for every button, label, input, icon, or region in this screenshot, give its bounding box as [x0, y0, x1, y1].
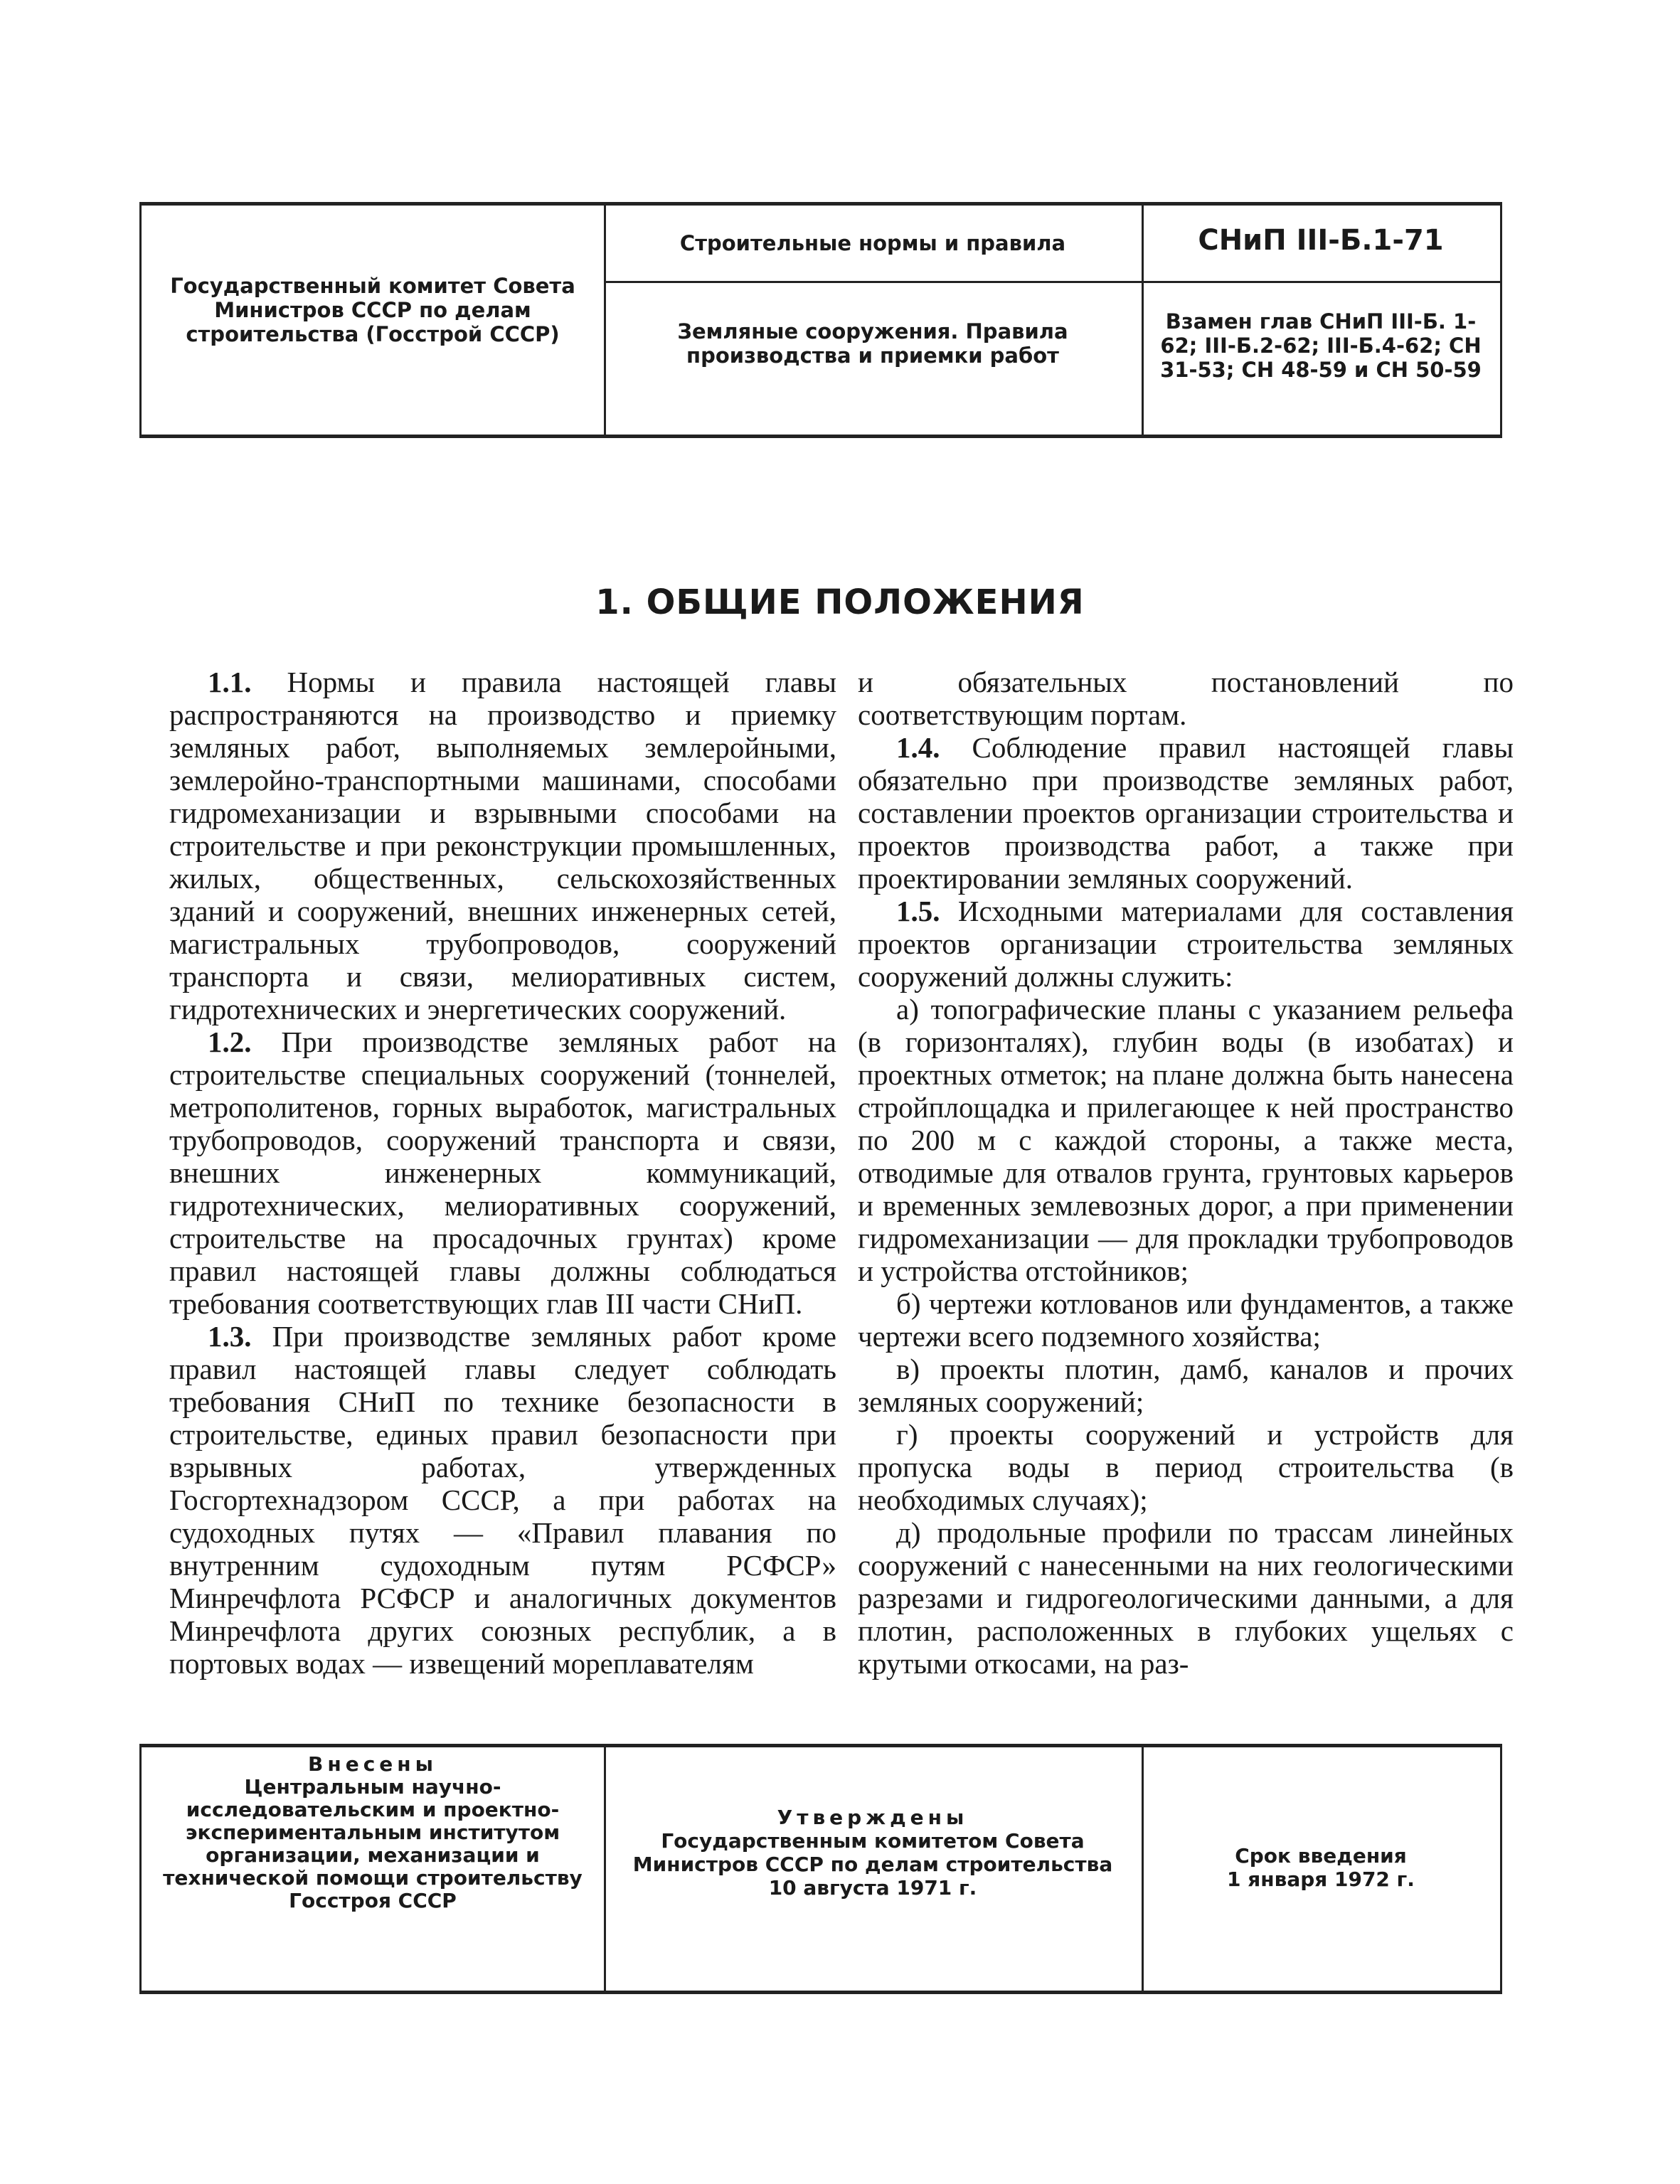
- header-org-cell: [142, 206, 606, 435]
- paragraph-1-5: [858, 895, 1514, 993]
- paragraph-continuation: и обязательных постановлений по соответствующим портам.: [858, 666, 1514, 731]
- section-title: 1. ОБЩИЕ ПОЛОЖЕНИЯ: [595, 582, 1085, 622]
- paragraph-1-3: [169, 1320, 836, 1680]
- paragraph-text: Исходными материалами для составления проектов организации строительства земляных сооружений должны служить:: [858, 895, 1514, 993]
- header-code-cell: [1142, 206, 1500, 435]
- paragraph-1-4: [858, 731, 1514, 895]
- effective-label: Срок введения: [1235, 1844, 1407, 1868]
- body-left-column: [169, 666, 836, 1680]
- list-item-g: г) проекты сооружений и устройств для пропуска воды в период строительства (в необходимых случаях);: [858, 1418, 1514, 1516]
- header-table: [139, 202, 1502, 438]
- paragraph-number: 1.4.: [896, 731, 940, 764]
- body-right-column: [858, 666, 1514, 1680]
- footer-effective-cell: [1142, 1747, 1500, 1991]
- replaces-note: Взамен глав СНиП III-Б. 1-62; III-Б.2-62; III-Б.4-62; СН 31-53; СН 48-59 и СН 50-59: [1160, 309, 1482, 382]
- footer-table: [139, 1744, 1502, 1994]
- paragraph-text: Соблюдение правил настоящей главы обязательно при производстве земляных работ, составлении проектов организации строительства и проектов производства работ, а также при проектировании земляных сооружений.: [858, 731, 1514, 895]
- effective-date: 1 января 1972 г.: [1227, 1868, 1415, 1891]
- document-type: Строительные нормы и правила: [679, 231, 1066, 255]
- header-title-cell: [604, 206, 1144, 435]
- introduced-by: Центральным научно-исследовательским и проектно-экспериментальным институтом организации, механизации и технической помощи строительству Госстроя СССР: [163, 1775, 583, 1912]
- footer-introduced-cell: [142, 1747, 606, 1991]
- document-title: Земляные сооружения. Правила производства и приемки работ: [677, 319, 1068, 368]
- list-item-b: б) чертежи котлованов или фундаментов, а также чертежи всего подземного хозяйства;: [858, 1287, 1514, 1353]
- paragraph-1-1: [169, 666, 836, 1026]
- document-code: СНиП III-Б.1-71: [1198, 224, 1444, 257]
- footer-approved-cell: [604, 1747, 1144, 1991]
- issuing-organization: Государственный комитет Совета Министров СССР по делам строительства (Госстрой СССР): [170, 274, 575, 346]
- paragraph-number: 1.2.: [208, 1026, 252, 1058]
- paragraph-text: При производстве земляных работ кроме правил настоящей главы следует соблюдать требования СНиП по технике безопасности в строительстве, единых правил безопасности при взрывных работах, утвержденных Госгортехнадзором СССР, а при работах на судоходных путях — «Правил плавания по внутренним судоходным путям РСФСР» Минречфлота РСФСР и аналогичных документов Минречфлота других союзных республик, а в портовых водах — извещений мореплавателям: [169, 1320, 836, 1680]
- approved-label: Утверждены: [777, 1806, 969, 1829]
- paragraph-text: Нормы и правила настоящей главы распространяются на производство и приемку земляных работ, выполняемых землеройными, землеройно-транспортными машинами, способами гидромеханизации и взрывными способами на строительстве и при реконструкции промышленных, жилых, общественных, сельскохозяйственных зданий и сооружений, внешних инженерных сетей, магистральных трубопроводов, сооружений транспорта и связи, мелиоративных систем, гидротехнических и энергетических сооружений.: [169, 666, 837, 1026]
- header-divider: [604, 281, 1500, 283]
- paragraph-number: 1.1.: [208, 666, 252, 698]
- introduced-label: Внесены: [308, 1752, 437, 1776]
- introduced-block: [156, 1753, 590, 1912]
- paragraph-1-2: [169, 1026, 836, 1320]
- list-item-d: д) продольные профили по трассам линейных сооружений с нанесенными на них геологическими разрезами и гидрогеологическими данными, а для плотин, расположенных в глубоких ущельях с крутыми откосами, на раз-: [858, 1516, 1514, 1680]
- approved-block: [618, 1806, 1127, 1900]
- effective-block: [1156, 1844, 1486, 1891]
- list-item-v: в) проекты плотин, дамб, каналов и прочих земляных сооружений;: [858, 1353, 1514, 1418]
- paragraph-text: При производстве земляных работ на строительстве специальных сооружений (тоннелей, метрополитенов, горных выработок, магистральных трубопроводов, сооружений транспорта и связи, внешних инженерных коммуникаций, гидротехнических, мелиоративных сооружений, строительстве на просадочных грунтах) кроме правил настоящей главы должны соблюдаться требования соответствующих глав III части СНиП.: [169, 1026, 836, 1320]
- approved-by: Государственным комитетом Совета Министров СССР по делам строительства 10 августа 1971 г.: [632, 1829, 1113, 1900]
- paragraph-number: 1.3.: [208, 1320, 252, 1353]
- list-item-a: а) топографические планы с указанием рельефа (в горизонталях), глубин воды (в изобатах) и проектных отметок; на плане должна быть нанесена стройплощадка и прилегающее к ней пространство по 200 м с каждой стороны, а также места, отводимые для отвалов грунта, грунтовых карьеров и временных землевозных дорог, а при применении гидромеханизации — для прокладки трубопроводов и устройства отстойников;: [858, 993, 1514, 1287]
- paragraph-number: 1.5.: [896, 895, 940, 927]
